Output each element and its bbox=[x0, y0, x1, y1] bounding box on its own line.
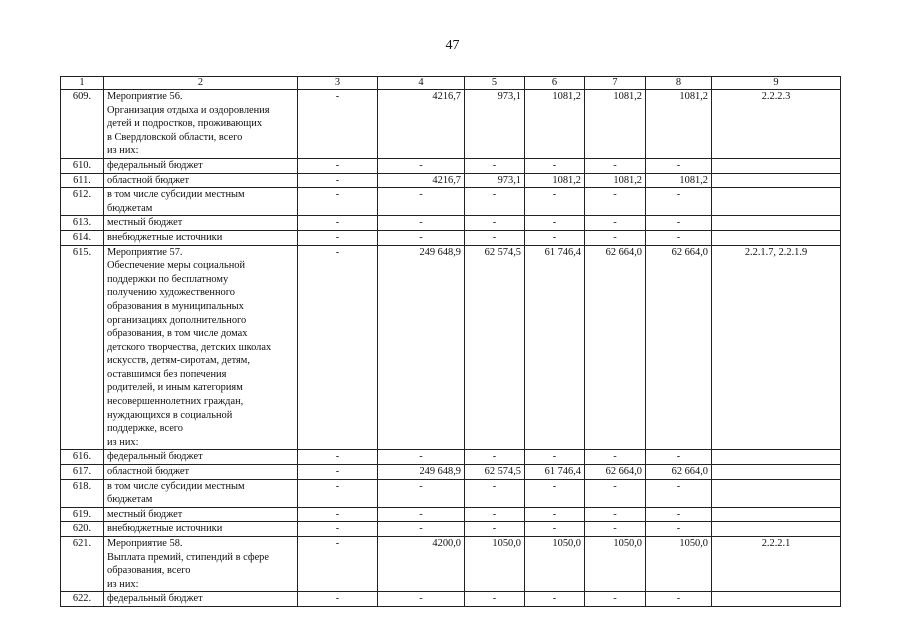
cell-c7: 62 664,0 bbox=[585, 245, 646, 450]
cell-c9 bbox=[712, 507, 841, 522]
description-line: внебюджетные источники bbox=[107, 523, 223, 535]
cell-c6: 1081,2 bbox=[525, 90, 585, 159]
table-row bbox=[61, 450, 841, 465]
cell-c6: - bbox=[525, 479, 585, 507]
cell-c9 bbox=[712, 216, 841, 231]
description-line: поддержки по бесплатному bbox=[107, 273, 229, 285]
row-description bbox=[104, 216, 298, 231]
row-number: 610. bbox=[61, 158, 104, 173]
cell-c4: - bbox=[378, 507, 465, 522]
cell-c9 bbox=[712, 158, 841, 173]
row-number: 613. bbox=[61, 216, 104, 231]
cell-c7: 1081,2 bbox=[585, 173, 646, 188]
cell-c4: 4216,7 bbox=[378, 173, 465, 188]
cell-c3: - bbox=[298, 465, 378, 480]
cell-c7: 1050,0 bbox=[585, 537, 646, 592]
table-row bbox=[61, 592, 841, 607]
table-row bbox=[61, 465, 841, 480]
cell-c4: - bbox=[378, 188, 465, 216]
row-description bbox=[104, 465, 298, 480]
description-line: образования, в том числе домах bbox=[107, 328, 248, 340]
description-line: Мероприятие 56. bbox=[107, 91, 183, 102]
row-description bbox=[104, 450, 298, 465]
cell-c4: 249 648,9 bbox=[378, 465, 465, 480]
cell-c5: - bbox=[465, 507, 525, 522]
row-number: 614. bbox=[61, 230, 104, 245]
cell-c8: 1081,2 bbox=[646, 173, 712, 188]
description-line: искусств, детям-сиротам, детям, bbox=[107, 355, 250, 367]
cell-c3: - bbox=[298, 188, 378, 216]
cell-c3: - bbox=[298, 158, 378, 173]
table-body bbox=[61, 90, 841, 607]
cell-c9 bbox=[712, 522, 841, 537]
cell-c8: - bbox=[646, 592, 712, 607]
row-description bbox=[104, 479, 298, 507]
description-line: поддержке, всего bbox=[107, 423, 184, 435]
description-line: нуждающихся в социальной bbox=[107, 409, 233, 421]
cell-c3: - bbox=[298, 479, 378, 507]
cell-c9 bbox=[712, 450, 841, 465]
cell-c7: - bbox=[585, 592, 646, 607]
cell-c7: - bbox=[585, 158, 646, 173]
row-number: 620. bbox=[61, 522, 104, 537]
cell-c5: - bbox=[465, 230, 525, 245]
description-line: Мероприятие 57. bbox=[107, 246, 183, 258]
cell-c6: 61 746,4 bbox=[525, 465, 585, 480]
description-line: из них: bbox=[107, 145, 139, 157]
row-description bbox=[104, 537, 298, 592]
description-line: детского творчества, детских школах bbox=[107, 341, 272, 353]
cell-c5: - bbox=[465, 188, 525, 216]
description-line: из них: bbox=[107, 436, 139, 448]
cell-c7: - bbox=[585, 479, 646, 507]
table-row bbox=[61, 90, 841, 159]
cell-c8: - bbox=[646, 188, 712, 216]
cell-c7: - bbox=[585, 450, 646, 465]
row-description bbox=[104, 507, 298, 522]
cell-c9 bbox=[712, 230, 841, 245]
row-number: 622. bbox=[61, 592, 104, 607]
description-line: в том числе субсидии местным bbox=[107, 480, 245, 492]
cell-c7: - bbox=[585, 216, 646, 231]
cell-c8: 62 664,0 bbox=[646, 465, 712, 480]
cell-c6: - bbox=[525, 158, 585, 173]
description-line: образования, всего bbox=[107, 565, 191, 577]
cell-c5: 62 574,5 bbox=[465, 245, 525, 450]
cell-c8: - bbox=[646, 507, 712, 522]
table-row bbox=[61, 522, 841, 537]
cell-c3: - bbox=[298, 90, 378, 159]
description-line: образования в муниципальных bbox=[107, 300, 244, 312]
cell-c5: - bbox=[465, 450, 525, 465]
cell-c5: 973,1 bbox=[465, 90, 525, 159]
cell-c7: - bbox=[585, 522, 646, 537]
cell-c6: 61 746,4 bbox=[525, 245, 585, 450]
budget-table bbox=[60, 76, 841, 607]
description-line: родителей, и иным категориям bbox=[107, 382, 243, 394]
cell-c9: 2.2.2.1 bbox=[712, 537, 841, 592]
cell-c4: - bbox=[378, 479, 465, 507]
description-line: из них: bbox=[107, 578, 139, 590]
column-header: 3 bbox=[298, 77, 378, 90]
cell-c4: 4216,7 bbox=[378, 90, 465, 159]
row-number: 615. bbox=[61, 245, 104, 450]
cell-c3: - bbox=[298, 216, 378, 231]
cell-c5: 1050,0 bbox=[465, 537, 525, 592]
description-line: внебюджетные источники bbox=[107, 231, 223, 243]
cell-c3: - bbox=[298, 450, 378, 465]
cell-c6: - bbox=[525, 592, 585, 607]
cell-c7: - bbox=[585, 507, 646, 522]
table-row bbox=[61, 188, 841, 216]
cell-c8: - bbox=[646, 450, 712, 465]
table-row bbox=[61, 507, 841, 522]
cell-c9 bbox=[712, 188, 841, 216]
cell-c3: - bbox=[298, 592, 378, 607]
table-row bbox=[61, 158, 841, 173]
description-line: несовершеннолетних граждан, bbox=[107, 396, 244, 408]
page-number: 47 bbox=[445, 38, 460, 53]
description-line: Выплата премий, стипендий в сфере bbox=[107, 551, 269, 563]
cell-c9: 2.2.2.3 bbox=[712, 90, 841, 159]
cell-c6: - bbox=[525, 450, 585, 465]
cell-c6: - bbox=[525, 188, 585, 216]
table-row bbox=[61, 173, 841, 188]
cell-c8: - bbox=[646, 216, 712, 231]
cell-c8: - bbox=[646, 158, 712, 173]
description-line: Обеспечение меры социальной bbox=[107, 260, 246, 272]
cell-c4: 249 648,9 bbox=[378, 245, 465, 450]
description-line: бюджетам bbox=[107, 202, 153, 214]
cell-c4: - bbox=[378, 158, 465, 173]
cell-c4: - bbox=[378, 450, 465, 465]
row-description bbox=[104, 158, 298, 173]
description-line: областной бюджет bbox=[107, 466, 190, 478]
column-header: 1 bbox=[61, 77, 104, 90]
table-row bbox=[61, 230, 841, 245]
cell-c3: - bbox=[298, 507, 378, 522]
row-description bbox=[104, 592, 298, 607]
column-header: 6 bbox=[525, 77, 585, 90]
description-line: детей и подростков, проживающих bbox=[107, 118, 263, 130]
column-header: 7 bbox=[585, 77, 646, 90]
description-line: федеральный бюджет bbox=[107, 159, 203, 171]
description-line: оставшимся без попечения bbox=[107, 368, 227, 380]
cell-c6: - bbox=[525, 230, 585, 245]
cell-c7: - bbox=[585, 188, 646, 216]
column-header: 4 bbox=[378, 77, 465, 90]
row-description bbox=[104, 90, 298, 159]
cell-c3: - bbox=[298, 230, 378, 245]
row-number: 618. bbox=[61, 479, 104, 507]
table-row bbox=[61, 216, 841, 231]
row-number: 621. bbox=[61, 537, 104, 592]
table-row bbox=[61, 245, 841, 450]
cell-c6: - bbox=[525, 507, 585, 522]
cell-c8: 1081,2 bbox=[646, 90, 712, 159]
cell-c8: - bbox=[646, 230, 712, 245]
cell-c8: - bbox=[646, 479, 712, 507]
column-header: 5 bbox=[465, 77, 525, 90]
cell-c4: 4200,0 bbox=[378, 537, 465, 592]
row-number: 609. bbox=[61, 90, 104, 159]
cell-c4: - bbox=[378, 230, 465, 245]
cell-c3: - bbox=[298, 537, 378, 592]
cell-c5: - bbox=[465, 216, 525, 231]
cell-c7: - bbox=[585, 230, 646, 245]
cell-c7: 62 664,0 bbox=[585, 465, 646, 480]
row-number: 617. bbox=[61, 465, 104, 480]
description-line: федеральный бюджет bbox=[107, 593, 203, 605]
cell-c5: - bbox=[465, 479, 525, 507]
row-description bbox=[104, 230, 298, 245]
description-line: получению художественного bbox=[107, 287, 235, 299]
description-line: областной бюджет bbox=[107, 174, 190, 186]
cell-c6: 1050,0 bbox=[525, 537, 585, 592]
cell-c5: - bbox=[465, 158, 525, 173]
cell-c3: - bbox=[298, 245, 378, 450]
cell-c8: - bbox=[646, 522, 712, 537]
row-description bbox=[104, 245, 298, 450]
cell-c5: - bbox=[465, 522, 525, 537]
row-description bbox=[104, 173, 298, 188]
description-line: в том числе субсидии местным bbox=[107, 189, 245, 201]
cell-c4: - bbox=[378, 592, 465, 607]
cell-c4: - bbox=[378, 522, 465, 537]
cell-c9 bbox=[712, 479, 841, 507]
table-row bbox=[61, 537, 841, 592]
description-line: местный бюджет bbox=[107, 508, 183, 520]
table-row bbox=[61, 479, 841, 507]
description-line: бюджетам bbox=[107, 494, 153, 506]
description-line: Организация отдыха и оздоровления bbox=[107, 104, 270, 116]
description-line: Мероприятие 58. bbox=[107, 538, 183, 549]
cell-c4: - bbox=[378, 216, 465, 231]
cell-c5: 973,1 bbox=[465, 173, 525, 188]
row-number: 619. bbox=[61, 507, 104, 522]
column-header: 9 bbox=[712, 77, 841, 90]
cell-c9 bbox=[712, 592, 841, 607]
cell-c6: - bbox=[525, 216, 585, 231]
cell-c3: - bbox=[298, 173, 378, 188]
column-header: 8 bbox=[646, 77, 712, 90]
description-line: организациях дополнительного bbox=[107, 314, 247, 326]
description-line: федеральный бюджет bbox=[107, 451, 203, 463]
cell-c6: 1081,2 bbox=[525, 173, 585, 188]
cell-c5: 62 574,5 bbox=[465, 465, 525, 480]
row-description bbox=[104, 188, 298, 216]
cell-c9 bbox=[712, 173, 841, 188]
cell-c8: 62 664,0 bbox=[646, 245, 712, 450]
cell-c8: 1050,0 bbox=[646, 537, 712, 592]
row-description bbox=[104, 522, 298, 537]
description-line: в Свердловской области, всего bbox=[107, 131, 243, 143]
cell-c9: 2.2.1.7, 2.2.1.9 bbox=[712, 245, 841, 450]
row-number: 611. bbox=[61, 173, 104, 188]
description-line: местный бюджет bbox=[107, 217, 183, 229]
row-number: 612. bbox=[61, 188, 104, 216]
cell-c6: - bbox=[525, 522, 585, 537]
row-number: 616. bbox=[61, 450, 104, 465]
cell-c3: - bbox=[298, 522, 378, 537]
cell-c9 bbox=[712, 465, 841, 480]
cell-c7: 1081,2 bbox=[585, 90, 646, 159]
table-header-row bbox=[61, 77, 841, 90]
column-header: 2 bbox=[104, 77, 298, 90]
cell-c5: - bbox=[465, 592, 525, 607]
